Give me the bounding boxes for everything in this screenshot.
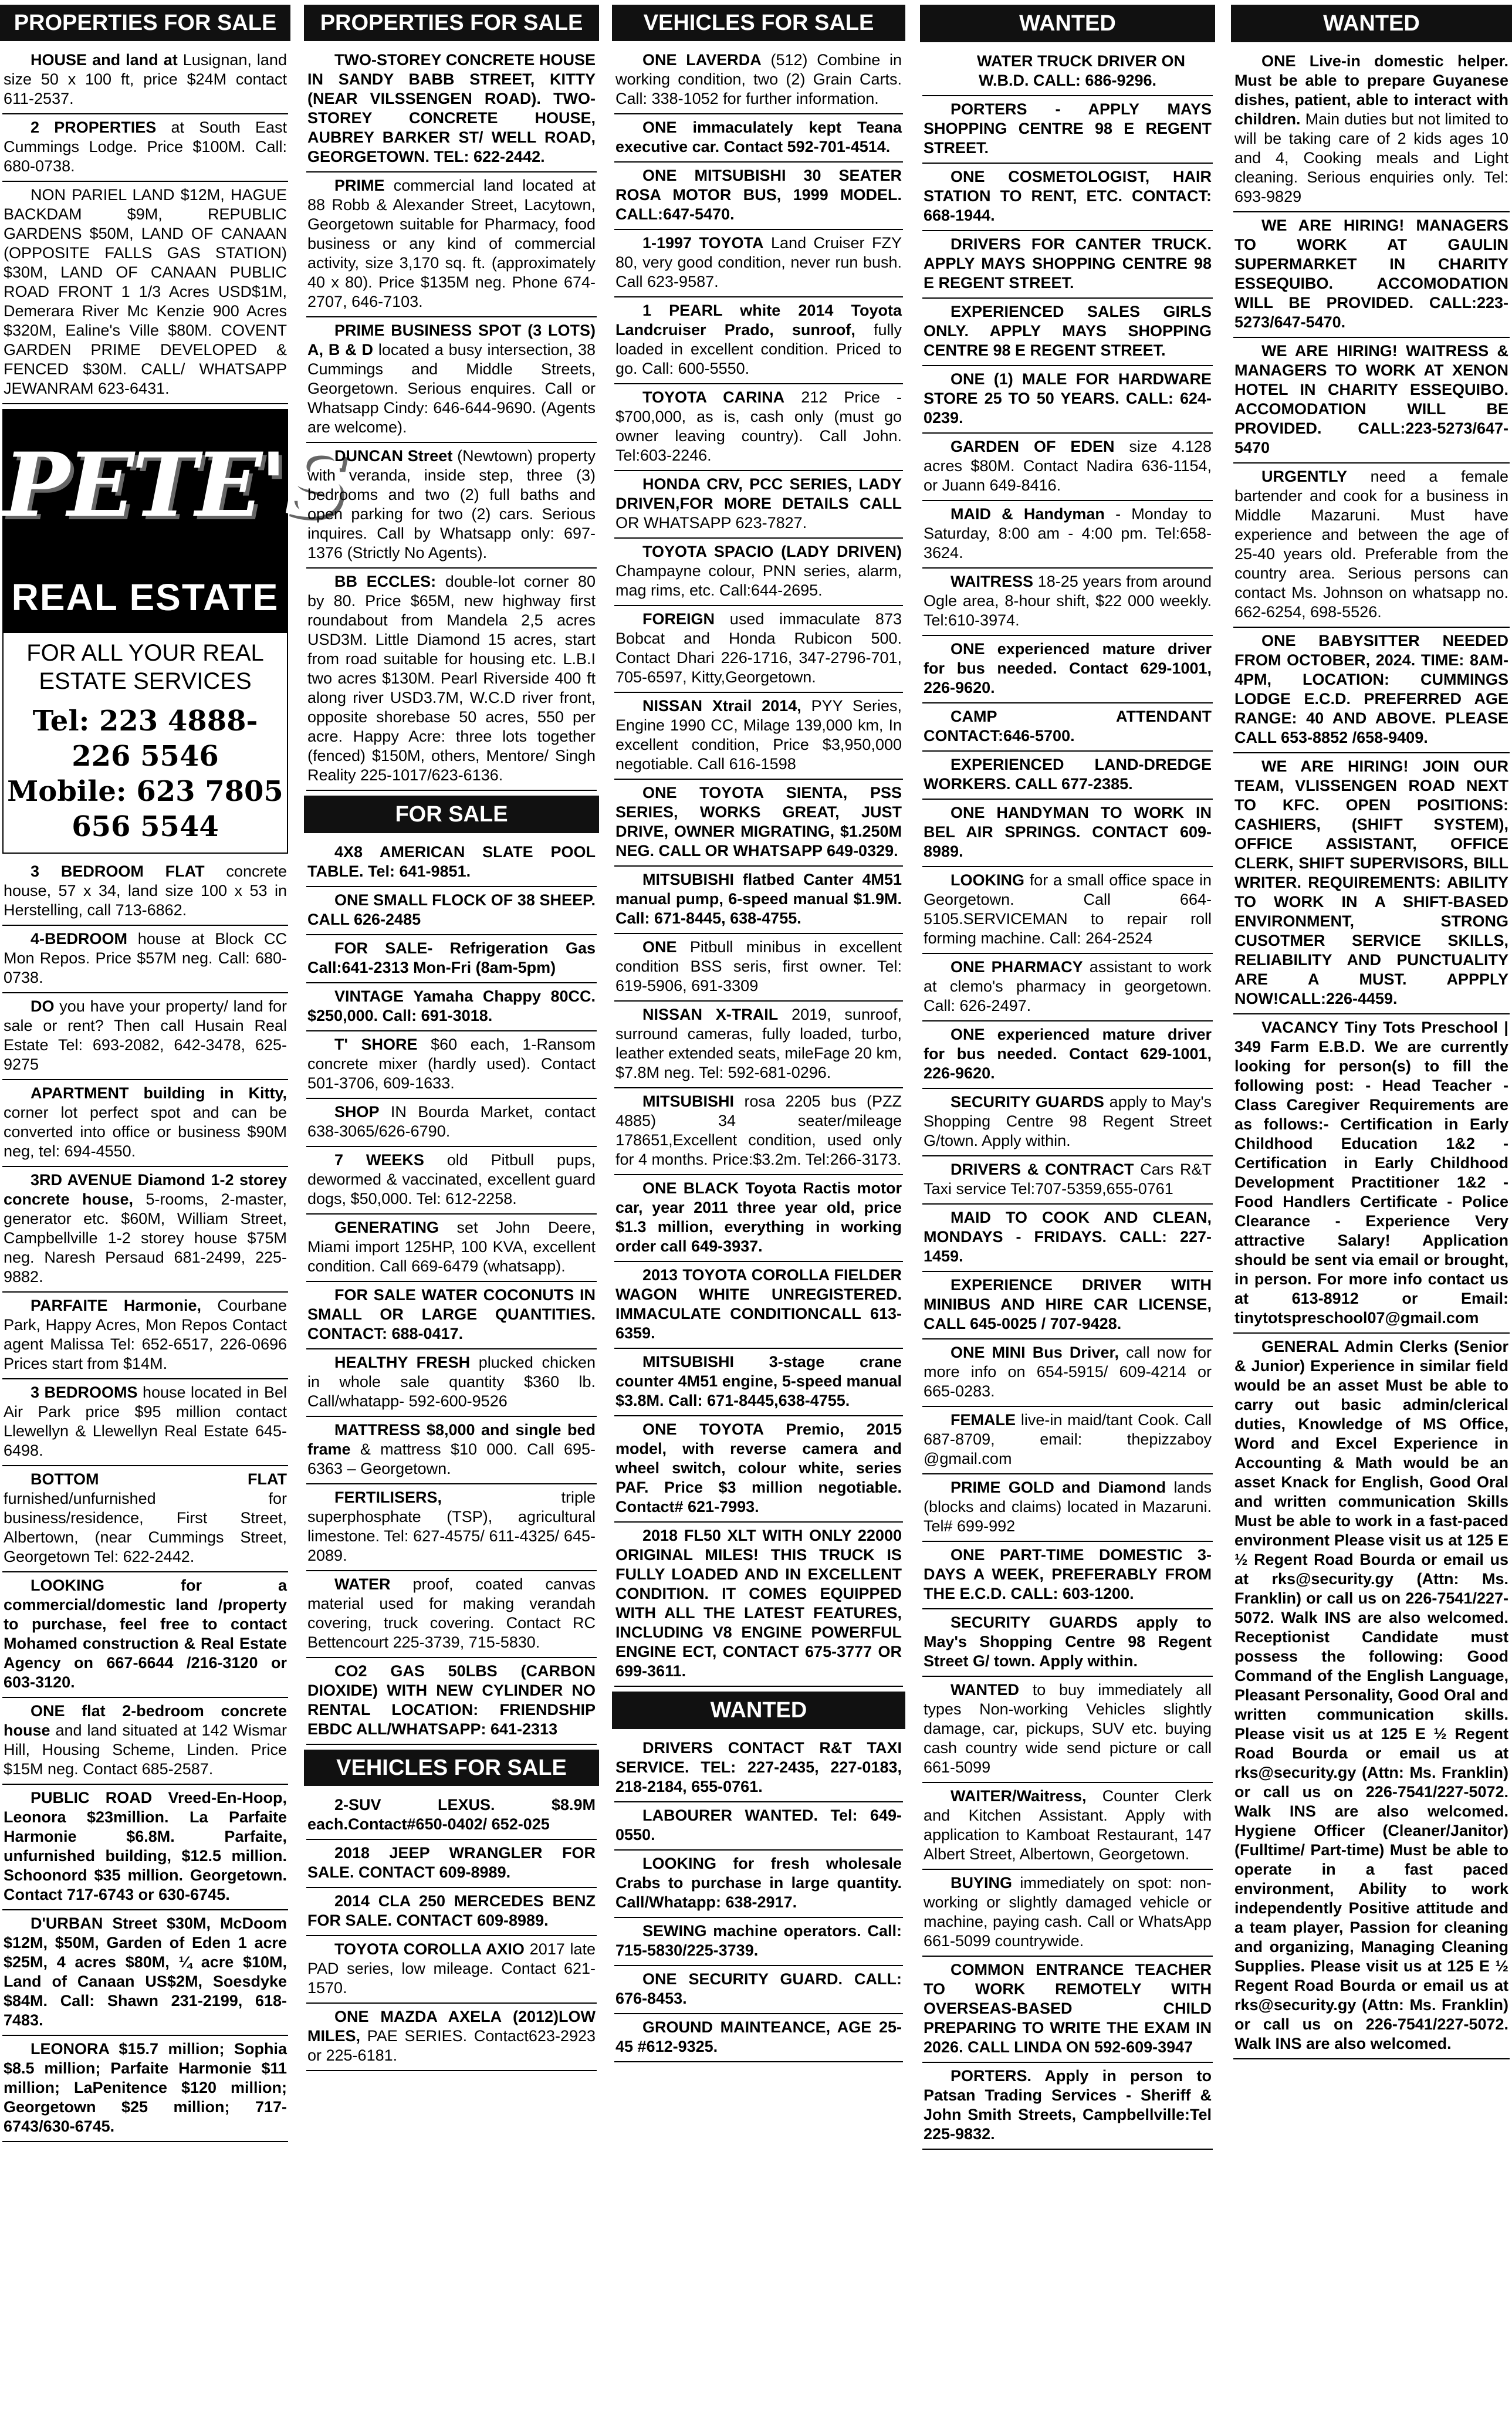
ad-lead: TOYOTA CARINA bbox=[642, 388, 785, 406]
ad-text: 2017 late PAD series, low mileage. Contact 621-1570. bbox=[307, 1940, 596, 1997]
ad-text: commercial land located at 88 Robb & Alexander Street, Lacytown, Georgetown suitable for Pharmacy, food business or any kind of commercial activity, size 3,170 sq. ft. (approximately 40 x 80). Price $135M neg. Phone 674-2707, 646-7103. bbox=[307, 177, 596, 310]
ad-lead: WATER TRUCK DRIVER ON W.B.D. CALL: 686-9296. bbox=[977, 52, 1185, 89]
ad-text: set John Deere, Miami import 125HP, 100 KVA, excellent condition. Call 669-6479 (whatsapp). bbox=[307, 1219, 596, 1275]
section-header: PROPERTIES FOR SALE bbox=[304, 5, 599, 41]
ad-text: PAE SERIES. Contact623-2923 or 225-6181. bbox=[307, 2027, 596, 2064]
classified-ad bbox=[1233, 48, 1510, 212]
ad-lead: ONE MAZDA AXELA (2012)LOW MILES, bbox=[307, 2008, 596, 2045]
ad-lead: TOYOTA SPACIO (LADY DRIVEN) bbox=[642, 543, 902, 560]
ad-text: 18-25 years from around Ogle area, 8-hour shift, $22 000 weekly. Tel:610-3974. bbox=[924, 573, 1212, 629]
ad-lead: 2014 CLA 250 MERCEDES BENZ FOR SALE. CONTACT 609-8989. bbox=[307, 1892, 596, 1929]
phone-block bbox=[4, 701, 287, 853]
ad-lead: FOR SALE WATER COCONUTS IN SMALL OR LARGE QUANTITIES. CONTACT: 688-0417. bbox=[307, 1286, 596, 1342]
ad-text: (512) Combine in working condition, two (2) Grain Carts. Call: 338-1052 for further information. bbox=[615, 51, 902, 107]
ad-lead: 3 BEDROOMS bbox=[31, 1383, 138, 1401]
ad-text: located a busy intersection, 38 Cummings and Middle Streets, Georgetown. Serious enquires. Call or Whatsapp Cindy: 646-644-9690. (Agents are welcome). bbox=[307, 341, 596, 436]
classified-ad bbox=[1233, 1014, 1510, 1334]
ad-text: 212 Price - $700,000, as is, cash only (must go owner leaving country). Call John. Tel:603-2246. bbox=[615, 388, 902, 464]
ad-text: apply to May's Shopping Centre 98 Regent Street G/town. Apply within. bbox=[924, 1093, 1212, 1149]
classified-ad bbox=[1233, 1334, 1510, 2059]
ad-lead: FERTILISERS, bbox=[334, 1489, 442, 1506]
ad-text: and land situated at 142 Wismar Hill, Housing Scheme, Linden. Price $15M neg. Contact 685-2587. bbox=[4, 1721, 287, 1778]
classified-ad bbox=[614, 1262, 903, 1349]
classified-ad bbox=[614, 1851, 903, 1918]
ads-group bbox=[0, 858, 290, 2142]
ad-lead: URGENTLY bbox=[1261, 468, 1348, 485]
ad-lead: ONE (1) MALE FOR HARDWARE STORE 25 TO 50 YEARS. CALL: 624-0239. bbox=[924, 370, 1212, 427]
ad-lead: LOOKING for fresh wholesale Crabs to purchase in large quantity. Call/Whatapp: 638-2917. bbox=[615, 1855, 902, 1911]
ad-lead: SECURITY GUARDS bbox=[951, 1093, 1104, 1111]
classified-ad bbox=[2, 47, 288, 114]
ad-text: house at Block CC Mon Repos. Price $57M neg. Call: 680-0738. bbox=[4, 930, 287, 986]
ad-lead: 2 PROPERTIES bbox=[31, 119, 157, 136]
ad-lead: SHOP bbox=[334, 1103, 380, 1121]
ad-lead: ONE immaculately kept Teana executive car. Contact 592-701-4514. bbox=[615, 119, 902, 155]
classified-ad bbox=[2, 926, 288, 993]
ad-lead: 2018 JEEP WRANGLER FOR SALE. CONTACT 609-8989. bbox=[307, 1844, 596, 1881]
classified-ad bbox=[2, 1080, 288, 1167]
classified-ad bbox=[614, 1416, 903, 1523]
ad-lead: GARDEN OF EDEN bbox=[951, 438, 1115, 455]
ad-lead: HOUSE and land at bbox=[31, 51, 178, 69]
classified-ad bbox=[2, 1293, 288, 1379]
ad-lead: WE ARE HIRING! JOIN OUR TEAM, VLISSENGEN ROAD NEXT TO KFC. OPEN POSITIONS: CASHIERS, (SHIFT SYSTEM), OFFICE ASSISTANT, OFFICE CLERK, SHIFT SUPERVISORS, BILL WRITER. REQUIREMENTS: ABILITY TO WORK IN A SHIFT-BASED ENVIRONMENT, STRONG CUSOTMER SERVICE SKILLS, RELIABILITY AND PUNCTUALITY ARE A MUST. APPPLY NOW!CALL:226-4459. bbox=[1234, 757, 1508, 1007]
classified-ad bbox=[922, 1957, 1213, 2063]
classified-ad bbox=[614, 114, 903, 163]
ad-lead: ONE MITSUBISHI 30 SEATER ROSA MOTOR BUS, 1999 MODEL. CALL:647-5470. bbox=[615, 167, 902, 223]
classified-ad bbox=[2, 1379, 288, 1466]
section-header: WANTED bbox=[612, 1692, 905, 1729]
ad-lead: 3RD AVENUE Diamond 1-2 storey concrete house, bbox=[4, 1171, 287, 1208]
classified-ad bbox=[614, 1918, 903, 1966]
classified-ad bbox=[2, 182, 288, 404]
ad-lead: PORTERS. Apply in person to Patsan Trading Services - Sheriff & John Smith Streets, Campbellville:Tel 225-9832. bbox=[924, 2067, 1212, 2143]
classified-ad bbox=[306, 569, 597, 791]
ad-lead: WANTED bbox=[951, 1681, 1019, 1699]
ad-lead: ONE BABYSITTER NEEDED FROM OCTOBER, 2024. TIME: 8AM-4PM, LOCATION: CUMMINGS LODGE E.C.D. PREFERRED AGE RANGE: 40 AND ABOVE. PLEASE CALL 653-8852 /658-9409. bbox=[1234, 632, 1508, 746]
classified-ad bbox=[614, 384, 903, 471]
classified-ad bbox=[922, 1407, 1213, 1474]
ad-lead: ONE experienced mature driver for bus needed. Contact 629-1001, 226-9620. bbox=[924, 640, 1212, 696]
column-vehicles bbox=[612, 0, 905, 2422]
ad-lead: TOYOTA COROLLA AXIO bbox=[334, 1940, 525, 1958]
ad-lead: 4-BEDROOM bbox=[31, 930, 128, 948]
ad-text: you have your property/ land for sale or rent? Then call Husain Real Estate Tel: 693-2082, 642-3478, 625-9275 bbox=[4, 997, 287, 1073]
ad-text: Pitbull minibus in excellent condition BSS seris, first owner. Tel: 619-5906, 691-3309 bbox=[615, 938, 902, 994]
classified-ad bbox=[922, 299, 1213, 366]
classified-ad bbox=[922, 1021, 1213, 1089]
classified-ad bbox=[2, 1698, 288, 1785]
logo-text: PETE'S bbox=[4, 434, 346, 537]
ad-text: concrete house, 57 x 34, land size 100 x 53 in Herstelling, call 713-6862. bbox=[4, 862, 287, 919]
ad-lead: BOTTOM FLAT bbox=[31, 1470, 287, 1488]
ad-text: size 4.128 acres $80M. Contact Nadira 636-1154, or Juann 649-8416. bbox=[924, 438, 1212, 494]
classified-ad bbox=[922, 1870, 1213, 1957]
ad-lead: LEONORA $15.7 million; Sophia $8.5 million; Parfaite Harmonie $11 million; LaPenitence $120 million; Georgetown $25 million; 717-6743/630-6745. bbox=[4, 2040, 287, 2135]
ad-lead: ONE LAVERDA bbox=[642, 51, 762, 69]
classified-ad bbox=[614, 693, 903, 780]
ad-lead: 7 WEEKS bbox=[334, 1151, 424, 1169]
classified-ad bbox=[306, 1658, 597, 1745]
tel-line-1: Tel: 223 4888- bbox=[32, 705, 258, 738]
classified-ad bbox=[306, 983, 597, 1031]
ad-lead: MITSUBISHI bbox=[642, 1092, 735, 1110]
ads-group bbox=[1231, 48, 1512, 2059]
ad-lead: TWO-STOREY CONCRETE HOUSE IN SANDY BABB STREET, KITTY (NEAR VILSSENGEN ROAD). TWO-STOREY CONCRETE HOUSE, AUBREY BARKER ST/ WELL ROAD, GEORGETOWN. TEL: 622-2442. bbox=[307, 51, 596, 165]
section-header: VEHICLES FOR SALE bbox=[304, 1750, 599, 1786]
classified-ad bbox=[614, 1966, 903, 2014]
classified-ad bbox=[2, 1167, 288, 1293]
classified-ad bbox=[614, 1175, 903, 1262]
ad-lead: MAID TO COOK AND CLEAN, MONDAYS - FRIDAYS. CALL: 227-1459. bbox=[924, 1209, 1212, 1265]
ad-text: to buy immediately all types Non-working Vehicles slightly damage, car, pickups, SUV etc. buying cash country wide send picture or call 661-5099 bbox=[924, 1681, 1212, 1776]
ad-lead: APARTMENT building in Kitty, bbox=[31, 1084, 287, 1102]
ad-text: double-lot corner 80 by 80. Price $65M, new highway first roundabout from Mandela 2,5 acres USD3M. Little Diamond 15 acres, start from road suitable for housing etc. L.B.I two acres $130M. Pearl Riverside 400 ft along river USD3.7M, W.C.D river front, opposite shorebase 50 acres, 550 per acre. Happy Acre: three lots together (fenced) $150M, others, Mentore/ Singh Reality 225-1017/623-6136. bbox=[307, 573, 596, 784]
classified-ad bbox=[922, 867, 1213, 954]
classified-ad bbox=[614, 1088, 903, 1175]
ad-lead: LABOURER WANTED. Tel: 649-0550. bbox=[615, 1807, 902, 1843]
ad-lead: PUBLIC ROAD Vreed-En-Hoop, Leonora $23million. La Parfaite Harmonie $6.8M. Parfaite, unfurnished building, $12.5 million. Schoonord $35 million. Georgetown. Contact 717-6743 or 630-6745. bbox=[4, 1789, 287, 1903]
ad-lead: DRIVERS CONTACT R&T TAXI SERVICE. TEL: 227-2435, 227-0183, 218-2184, 655-0761. bbox=[615, 1739, 902, 1795]
classified-ad bbox=[922, 703, 1213, 752]
classified-ad bbox=[1233, 753, 1510, 1014]
ad-lead: 2-SUV LEXUS. $8.9M each.Contact#650-0402/ 652-025 bbox=[307, 1796, 596, 1833]
ad-lead: WAITER/Waitress, bbox=[951, 1787, 1087, 1805]
classified-ad bbox=[2, 993, 288, 1080]
ad-text: (Newtown) property with veranda, inside step, three (3) bedrooms and two (2) full baths and open parking for two (2) cars. Serious inquires. Call by Whatsapp only: 697-1376 (Strictly No Agents). bbox=[307, 447, 596, 561]
ad-lead: ONE TOYOTA SIENTA, PSS SERIES, WORKS GREAT, JUST DRIVE, OWNER MIGRATING, $1.250M NEG. CALL OR WHATSAPP 649-0329. bbox=[615, 784, 902, 860]
ad-text: - Monday to Saturday, 8:00 am - 4:00 pm. Tel:658-3624. bbox=[924, 505, 1212, 561]
ad-lead: 1-1997 TOYOTA bbox=[642, 234, 764, 252]
classified-ad bbox=[2, 1466, 288, 1572]
section-header: PROPERTIES FOR SALE bbox=[0, 5, 290, 41]
ad-lead: 4X8 AMERICAN SLATE POOL TABLE. Tel: 641-9851. bbox=[307, 843, 596, 880]
classified-ad bbox=[614, 230, 903, 297]
ad-lead: EXPERIENCED SALES GIRLS ONLY. APPLY MAYS SHOPPING CENTRE 98 E REGENT STREET. bbox=[924, 303, 1212, 359]
ad-text: Counter Clerk and Kitchen Assistant. Apply with application to Kamboat Restaurant, 147 Albert Street, Albertown, Georgetown. bbox=[924, 1787, 1212, 1863]
classified-ad bbox=[614, 1735, 903, 1802]
ad-lead: PORTERS - APPLY MAYS SHOPPING CENTRE 98 E REGENT STREET. bbox=[924, 100, 1212, 157]
ads-group bbox=[612, 47, 905, 1687]
classified-ad bbox=[2, 1910, 288, 2036]
ad-text: lands (blocks and claims) located in Mazaruni. Tel# 699-992 bbox=[924, 1479, 1212, 1535]
ad-text: corner lot perfect spot and can be converted into office or business $90M neg, tel: 694-4550. bbox=[4, 1104, 287, 1160]
section-header: WANTED bbox=[920, 5, 1215, 42]
ad-text: & mattress $10 000. Call 695-6363 – Georgetown. bbox=[307, 1440, 596, 1477]
classified-ad bbox=[306, 1484, 597, 1571]
classified-ad bbox=[614, 1002, 903, 1088]
classified-ad bbox=[922, 1339, 1213, 1407]
ads-group bbox=[304, 47, 599, 791]
classified-ad bbox=[306, 1840, 597, 1888]
ad-lead: 2013 TOYOTA COROLLA FIELDER WAGON WHITE UNREGISTERED. IMMACULATE CONDITIONCALL 613-6359. bbox=[615, 1266, 902, 1342]
ad-lead: WATER bbox=[334, 1575, 391, 1593]
ad-lead: GENERATING bbox=[334, 1219, 439, 1236]
ad-text: proof, coated canvas material used for making verandah covering, truck covering. Contact RC Bettencourt 225-3739, 715-5830. bbox=[307, 1575, 596, 1651]
classified-ad bbox=[922, 48, 1213, 96]
ad-lead: EXPERIENCE DRIVER WITH MINIBUS AND HIRE CAR LICENSE, CALL 645-0025 / 707-9428. bbox=[924, 1276, 1212, 1332]
ad-lead: ONE bbox=[642, 938, 677, 956]
column-wanted-2 bbox=[1231, 0, 1512, 2422]
ad-lead: MAID & Handyman bbox=[951, 505, 1105, 523]
ad-lead: SECURITY GUARDS apply to May's Shopping Centre 98 Regent Street G/ town. Apply within. bbox=[924, 1613, 1212, 1670]
classified-ad bbox=[306, 839, 597, 887]
classified-ad bbox=[922, 1542, 1213, 1609]
logo-subtext: REAL ESTATE bbox=[11, 576, 279, 618]
section-header: FOR SALE bbox=[304, 796, 599, 833]
ad-lead: 1 PEARL white 2014 Toyota Landcruiser Prado, sunroof, bbox=[615, 302, 902, 339]
ad-lead: NISSAN X-TRAIL bbox=[642, 1006, 779, 1023]
ad-text: Champayne colour, PNN series, alarm, mag rims, etc. Call:644-2695. bbox=[615, 562, 902, 599]
classified-ad bbox=[922, 1474, 1213, 1542]
classified-ad bbox=[922, 96, 1213, 164]
classified-ad bbox=[306, 1349, 597, 1417]
classified-ad bbox=[306, 443, 597, 569]
ad-lead: FOREIGN bbox=[642, 610, 715, 628]
classified-ad bbox=[614, 780, 903, 867]
ad-lead: ONE Live-in domestic helper. Must be able to prepare Guyanese dishes, patient, able to interact with children. bbox=[1234, 52, 1508, 128]
ad-lead: ONE PART-TIME DOMESTIC 3-DAYS A WEEK, PREFERABLY FROM THE E.C.D. CALL: 603-1200. bbox=[924, 1546, 1212, 1602]
classified-ad bbox=[922, 1677, 1213, 1783]
classified-ad bbox=[614, 1349, 903, 1416]
petes-logo bbox=[4, 410, 346, 633]
classified-ad bbox=[306, 1792, 597, 1840]
classified-ad bbox=[614, 539, 903, 606]
classified-ad bbox=[614, 2014, 903, 2062]
ad-lead: MITSUBISHI flatbed Canter 4M51 manual pump, 6-speed manual $1.9M. Call: 671-8445, 638-4755. bbox=[615, 871, 902, 927]
classified-ad bbox=[306, 1571, 597, 1658]
classified-ad bbox=[922, 636, 1213, 703]
classified-ad bbox=[2, 114, 288, 182]
ad-text: house located in Bel Air Park price $95 million contact Llewellyn & Llewellyn Real Estate 645-6498. bbox=[4, 1383, 287, 1459]
ad-lead: HONDA CRV, PCC SERIES, LADY DRIVEN,FOR MORE DETAILS CALL bbox=[615, 475, 902, 512]
column-wanted-1 bbox=[920, 0, 1215, 2422]
petes-real-estate-ad bbox=[2, 409, 346, 854]
ad-lead: WAITRESS bbox=[951, 573, 1034, 590]
ad-text: Land Cruiser FZY 80, very good condition, never run bush. Call 623-9587. bbox=[615, 234, 902, 290]
classified-ad bbox=[306, 1147, 597, 1215]
ad-lead: DO bbox=[31, 997, 55, 1015]
ad-lead: DRIVERS & CONTRACT bbox=[951, 1161, 1134, 1178]
ad-text: old Pitbull pups, dewormed & vaccinated, excellent guard dogs, $50,000. Tel: 612-2258. bbox=[307, 1151, 596, 1207]
classified-ad bbox=[2, 1785, 288, 1910]
ad-text: Lusignan, land size 50 x 100 ft, price $24M contact 611-2537. bbox=[4, 51, 287, 107]
ad-text: call now for more info on 654-5915/ 609-4214 or 665-0283. bbox=[924, 1344, 1212, 1400]
ad-lead: ONE experienced mature driver for bus needed. Contact 629-1001, 226-9620. bbox=[924, 1026, 1212, 1082]
ad-text: NON PARIEL LAND $12M, HAGUE BACKDAM $9M, REPUBLIC GARDENS $50M, LAND OF CANAAN (OPPOSITE FALLS GAS STATION) $30M, LAND OF CANAAN PUBLIC ROAD FRONT 1 1/3 Acres USD$1M, Demerara River Mc Kenzie 900 Acres $320M, Ealine's Ville $80M. COVENT GARDEN PRIME DEVELOPED & FENCED $30M. CALL/ WHATSAPP JEWANRAM 623-6431. bbox=[4, 186, 287, 397]
ad-text: rosa 2205 bus (PZZ 4885) 34 seater/mileage 178651,Excellent condition, used only for 4 months. Price:$3.2m. Tel:266-3173. bbox=[615, 1092, 902, 1168]
classified-ad bbox=[306, 1031, 597, 1099]
ad-lead: BB ECCLES: bbox=[334, 573, 437, 590]
classified-ad bbox=[2, 2036, 288, 2142]
classified-ad bbox=[306, 1215, 597, 1282]
ad-lead: GROUND MAINTEANCE, AGE 25-45 #612-9325. bbox=[615, 2018, 902, 2055]
ads-group bbox=[304, 1792, 599, 2071]
classified-ad bbox=[306, 317, 597, 443]
ad-lead: BUYING bbox=[951, 1874, 1013, 1892]
ad-lead: ONE flat 2-bedroom concrete house bbox=[4, 1702, 287, 1739]
classified-ad bbox=[922, 1272, 1213, 1339]
ad-lead: PRIME bbox=[334, 177, 385, 194]
ad-lead: ONE TOYOTA Premio, 2015 model, with reverse camera and wheel switch, colour white, series PAF. Price $3 million negotiable. Contact# 621-7993. bbox=[615, 1420, 902, 1516]
ads-group bbox=[0, 47, 290, 404]
ad-lead: ONE BLACK Toyota Ractis motor car, year 2011 three year old, price $1.3 million, everything in working order call 649-3937. bbox=[615, 1179, 902, 1255]
ad-lead: 3 BEDROOM FLAT bbox=[31, 862, 205, 880]
ad-text: Cars R&T Taxi service Tel:707-5359,655-0761 bbox=[924, 1161, 1212, 1198]
ad-text: OR WHATSAPP 623-7827. bbox=[615, 514, 807, 532]
classified-ad bbox=[922, 501, 1213, 569]
classified-ad bbox=[922, 164, 1213, 231]
ad-lead: MITSUBISHI 3-stage crane counter 4M51 engine, 5-speed manual $3.8M. Call: 671-8445,638-4755. bbox=[615, 1353, 902, 1409]
ad-text: immediately on spot: non-working or slightly damaged vehicle or machine, paying cash. Call or WhatsApp 661-5099 countrywide. bbox=[924, 1874, 1212, 1950]
ad-lead: SEWING machine operators. Call: 715-5830/225-3739. bbox=[615, 1922, 902, 1959]
column-properties-2 bbox=[304, 0, 599, 2422]
ad-lead: PRIME GOLD and Diamond bbox=[951, 1479, 1166, 1496]
ads-group bbox=[612, 1735, 905, 2062]
classified-ad bbox=[922, 1156, 1213, 1205]
ad-lead: DRIVERS FOR CANTER TRUCK. APPLY MAYS SHOPPING CENTRE 98 E REGENT STREET. bbox=[924, 235, 1212, 292]
classified-ad bbox=[922, 1609, 1213, 1677]
ad-lead: EXPERIENCED LAND-DREDGE WORKERS. CALL 677-2385. bbox=[924, 756, 1212, 793]
ad-lead: LOOKING for a commercial/domestic land /property to purchase, feel free to contact Mohamed construction & Real Estate Agency on 667-6644 /216-3120 or 603-3120. bbox=[4, 1577, 287, 1691]
classified-ad bbox=[614, 934, 903, 1002]
ad-lead: WE ARE HIRING! WAITRESS & MANAGERS TO WORK AT XENON HOTEL IN CHARITY ESSEQUIBO. ACCOMODATION WILL BE PROVIDED. CALL:223-5273/647-5470 bbox=[1234, 342, 1508, 456]
classified-ad bbox=[922, 1089, 1213, 1156]
classified-ad bbox=[922, 1205, 1213, 1272]
classified-ad bbox=[922, 1783, 1213, 1870]
ad-lead: CO2 GAS 50LBS (CARBON DIOXIDE) WITH NEW CYLINDER NO RENTAL LOCATION: FRIENDSHIP EBDC ALL/WHATSAPP: 641-2313 bbox=[307, 1662, 596, 1738]
ad-lead: ONE PHARMACY bbox=[951, 958, 1083, 976]
ad-lead: ONE SMALL FLOCK OF 38 SHEEP. CALL 626-2485 bbox=[307, 891, 596, 928]
tagline: FOR ALL YOUR REAL ESTATE SERVICES bbox=[26, 640, 264, 694]
ad-text: used immaculate 873 Bobcat and Honda Rubicon 500. Contact Dhari 226-1716, 347-2796-701, 705-6597, Kitty,Georgetown. bbox=[615, 610, 902, 686]
ad-text: at South East Cummings Lodge. Price $100M. Call: 680-0738. bbox=[4, 119, 287, 175]
ad-text: Main duties but not limited to will be taking care of 2 kids ages 10 and 4, Cooking meals and Light cleaning. Serious enquiries only. Tel: 693-9829 bbox=[1234, 110, 1508, 205]
classified-ad bbox=[922, 231, 1213, 299]
classified-ad bbox=[2, 858, 288, 926]
ad-text: PYY Series, Engine 1990 CC, Milage 139,000 km, In excellent condition, Price $3,950,000 negotiable. Call 616-1598 bbox=[615, 697, 902, 773]
tel-line-2: 226 5546 bbox=[72, 740, 219, 773]
ad-lead: LOOKING bbox=[951, 871, 1024, 889]
classified-ad bbox=[614, 1802, 903, 1851]
classified-ad bbox=[614, 297, 903, 384]
classified-ad bbox=[306, 2004, 597, 2071]
classified-ad bbox=[306, 47, 597, 172]
ad-lead: GENERAL Admin Clerks (Senior & Junior) Experience in similar field would be an asset Must be able to carry out basic admin/clerical duties, Knowledge of MS Office, Word and Excel Experience in Accounting & Math would be an asset Knack for English, Good Oral and written communication Skills Must be able to work in a fast-paced environment Please visit us at 125 E ½ Regent Road Bourda or email us at rks@security.gy (Attn: Ms. Franklin) or call us on 226-7541/227-5072. Walk INS are also welcomed. Receptionist Candidate must possess the following: Good Command of the English Language, Pleasant Personality, Good Oral and written communication skills. Please visit us at 125 E ½ Regent Road Bourda or email us at rks@security.gy (Attn: Ms. Franklin) or call us on 226-7541/227-5072. Walk INS are also welcomed. Hygiene Officer (Cleaner/Janitor) (Fulltime/ Part-time) Must be able to operate in a fast paced environment, Ability to work independently Positive attitude and a team player, Passion for cleaning and organizing, Managing Cleaning Supplies. Please visit us at 125 E ½ Regent Road Bourda or email us at rks@security.gy (Attn: Ms. Franklin) or call us on 226-7541/227-5072. Walk INS are also welcomed. bbox=[1234, 1338, 1508, 2052]
classified-ad bbox=[614, 471, 903, 539]
ad-lead: VACANCY Tiny Tots Preschool | 349 Farm E.B.D. We are currently looking for person(s) to fill the following post: - Head Teacher - Class Caregiver Requirements are as follows:- Certification in Early Childhood Education 1&2 - Certification in Early Childhood Development Practitioner 1&2 - Food Handlers Certificate - Police Clearance - Experience Very attractive Salary! Application should be sent via email or brought, in person. For more info contact us at 613-8912 or Email: tinytotspreschool07@gmail.com bbox=[1234, 1019, 1508, 1327]
classified-ad bbox=[306, 1282, 597, 1349]
classified-ad bbox=[922, 569, 1213, 636]
classified-ad bbox=[2, 1572, 288, 1698]
classified-ad bbox=[306, 935, 597, 983]
ad-text: live-in maid/tant Cook. Call 687-8709, email: thepizzaboy @gmail.com bbox=[924, 1411, 1212, 1467]
classified-ad bbox=[614, 163, 903, 230]
classified-ad bbox=[614, 606, 903, 693]
ad-text: plucked chicken in whole sale quantity $360 lb. Call/whatapp- 592-600-9526 bbox=[307, 1354, 596, 1410]
classified-ad bbox=[1233, 464, 1510, 628]
ad-text: IN Bourda Market, contact 638-3065/626-6790. bbox=[307, 1103, 596, 1140]
ad-text: for a small office space in Georgetown. Call 664-5105.SERVICEMAN to repair roll forming machine. Call: 264-2524 bbox=[924, 871, 1212, 947]
ad-lead: NISSAN Xtrail 2014, bbox=[642, 697, 801, 715]
classified-ad bbox=[922, 800, 1213, 867]
classified-ad bbox=[922, 434, 1213, 501]
ad-text: $60 each, 1-Ransom concrete mixer (hardly used). Contact 501-3706, 609-1633. bbox=[307, 1036, 596, 1092]
ad-lead: HEALTHY FRESH bbox=[334, 1354, 471, 1371]
classified-ad bbox=[306, 1936, 597, 2004]
ad-text: 5-rooms, 2-master, generator etc. $60M, William Street, Campbellville 1-2 storey house $75M neg. Naresh Persaud 681-2499, 225-9882. bbox=[4, 1190, 287, 1286]
ad-lead: ONE HANDYMAN TO WORK IN BEL AIR SPRINGS. CONTACT 609-8989. bbox=[924, 804, 1212, 860]
classified-ad bbox=[306, 1888, 597, 1936]
mobile-line-2: 656 5544 bbox=[72, 810, 219, 843]
ad-text: 2019, sunroof, surround cameras, fully loaded, turbo, leather extended seats, mileFage 20 km, $7.8M neg. Tel: 592-681-0296. bbox=[615, 1006, 902, 1081]
classified-ad bbox=[922, 366, 1213, 434]
ad-text: furnished/unfurnished for business/residence, First Street, Albertown, (near Cummings Street, Georgetown Tel: 622-2442. bbox=[4, 1490, 287, 1565]
ad-text: assistant to work at clemo's pharmacy in georgetown. Call: 626-2497. bbox=[924, 958, 1212, 1014]
classified-ad bbox=[306, 172, 597, 317]
ad-text: fully loaded in excellent condition. Priced to go. Call: 600-5550. bbox=[615, 321, 902, 377]
ad-lead: VINTAGE Yamaha Chappy 80CC. $250,000. Call: 691-3018. bbox=[307, 987, 596, 1024]
section-header: VEHICLES FOR SALE bbox=[612, 5, 905, 41]
ad-lead: ONE COSMETOLOGIST, HAIR STATION TO RENT, ETC. CONTACT: 668-1944. bbox=[924, 168, 1212, 224]
ad-text: triple superphosphate (TSP), agricultural limestone. Tel: 627-4575/ 611-4325/ 645-2089. bbox=[307, 1489, 596, 1564]
classified-ad bbox=[306, 1099, 597, 1147]
classified-ad bbox=[614, 47, 903, 114]
ad-lead: FOR SALE- Refrigeration Gas Call:641-2313 Mon-Fri (8am-5pm) bbox=[307, 939, 596, 976]
ads-group bbox=[304, 839, 599, 1745]
ad-lead: 2018 FL50 XLT WITH ONLY 22000 ORIGINAL MILES! THIS TRUCK IS FULLY LOADED AND IN EXCELLENT CONDITION. IT COMES EQUIPPED WITH ALL THE LATEST FEATURES, INCLUDING V8 ENGINE POWERFUL ENGINE ECT, CONTACT 675-3777 OR 699-3611. bbox=[615, 1527, 902, 1680]
ad-lead: ONE MINI Bus Driver, bbox=[951, 1344, 1119, 1361]
ad-lead: ONE SECURITY GUARD. CALL: 676-8453. bbox=[615, 1970, 902, 2007]
ads-group bbox=[920, 48, 1215, 2150]
classified-ad bbox=[614, 1523, 903, 1687]
ad-text: Courbane Park, Happy Acres, Mon Repos Contact agent Malissa Tel: 652-6517, 226-0696 Prices start from $14M. bbox=[4, 1297, 287, 1372]
classified-ad bbox=[922, 752, 1213, 800]
classified-ad bbox=[614, 867, 903, 934]
classified-ad bbox=[1233, 338, 1510, 464]
ad-lead: WE ARE HIRING! MANAGERS TO WORK AT GAULIN SUPERMARKET IN CHARITY ESSEQUIBO. ACCOMODATION WILL BE PROVIDED. CALL:223-5273/647-5470. bbox=[1234, 217, 1508, 331]
classified-ad bbox=[306, 1417, 597, 1484]
classified-ad bbox=[922, 954, 1213, 1021]
ad-lead: T' SHORE bbox=[334, 1036, 418, 1053]
classified-ad bbox=[922, 2063, 1213, 2150]
ad-lead: CAMP ATTENDANT CONTACT:646-5700. bbox=[924, 708, 1212, 745]
ad-lead: FEMALE bbox=[951, 1411, 1016, 1429]
ad-lead: COMMON ENTRANCE TEACHER TO WORK REMOTELY WITH OVERSEAS-BASED CHILD PREPARING TO WRITE THE EXAM IN 2026. CALL LINDA ON 592-609-3947 bbox=[924, 1961, 1212, 2056]
classified-ad bbox=[306, 887, 597, 935]
classified-ad bbox=[1233, 212, 1510, 338]
classified-ad bbox=[1233, 628, 1510, 753]
ad-lead: PRIME BUSINESS SPOT (3 LOTS) A, B & D bbox=[307, 322, 596, 358]
ad-text: need a female bartender and cook for a business in Middle Mazaruni. Must have experience and between the age of 25-40 years old. Preferable from the country area. Serious persons can contact Ms. Johnson on whatsapp no. 662-6254, 698-5526. bbox=[1234, 468, 1508, 621]
ad-lead: D'URBAN Street $30M, McDoom $12M, $50M, Garden of Eden 1 acre $25M, 4 acres $80M, ¼ acre $10M, Land of Canaan US$2M, Soesdyke $84M. Call: Shawn 231-2199, 618-7483. bbox=[4, 1914, 287, 2029]
mobile-line-1: Mobile: 623 7805 bbox=[7, 775, 283, 808]
section-header: WANTED bbox=[1231, 5, 1512, 42]
ad-lead: DUNCAN Street bbox=[334, 447, 453, 465]
ad-lead: PARFAITE Harmonie, bbox=[31, 1297, 201, 1314]
ad-lead: MATTRESS $8,000 and single bed frame bbox=[307, 1421, 596, 1458]
column-properties-1 bbox=[0, 0, 346, 2422]
